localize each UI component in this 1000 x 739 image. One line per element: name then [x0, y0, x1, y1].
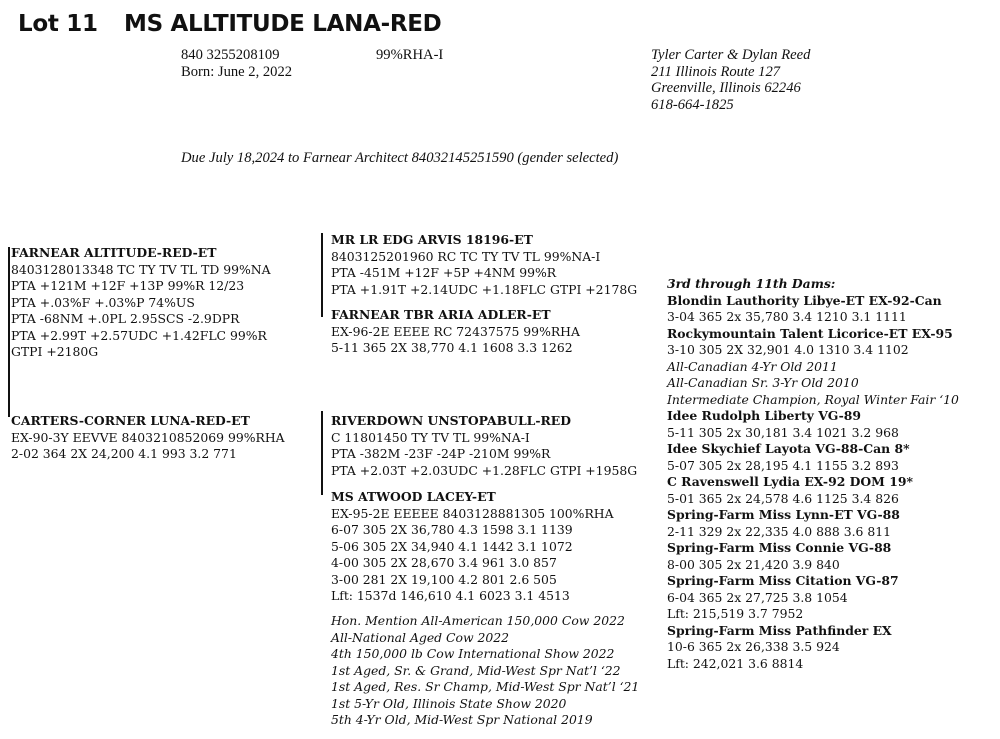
dam-entry-record: 3-04 365 2x 35,780 3.4 1210 3.1 1111	[667, 309, 907, 324]
sire-line: PTA +.03%F +.03%P 74%US	[11, 294, 195, 310]
dam-entry-lifetime: Lft: 242,021 3.6 8814	[667, 655, 804, 671]
dam-dam-name: MS ATWOOD LACEY-ET	[331, 489, 496, 504]
sire-sire-line: PTA +1.91T +2.14UDC +1.18FLC GTPI +2178G	[331, 281, 638, 297]
dam-sire-block	[331, 413, 637, 479]
dam-dam-block	[331, 489, 614, 605]
dam-entry-name: Spring-Farm Miss Lynn-ET VG-88	[667, 507, 900, 522]
honor-line: 1st Aged, Res. Sr Champ, Mid-West Spr Nat’l ‘21	[331, 679, 640, 694]
dam-entry-name: Idee Skychief Layota VG-88-Can 8*	[667, 441, 910, 456]
owner-city: Greenville, Illinois 62246	[651, 80, 801, 96]
dam-entry-lifetime: Lft: 215,519 3.7 7952	[667, 606, 804, 621]
dam-dam-lifetime: Lft: 1537d 146,610 4.1 6023 3.1 4513	[331, 588, 570, 603]
birth-date: Born: June 2, 2022	[181, 64, 293, 80]
sire-line: GTPI +2180G	[11, 344, 99, 359]
dam-entry-name: Rockymountain Talent Licorice-ET EX-95	[667, 325, 953, 341]
sire-sire-name: MR LR EDG ARVIS 18196-ET	[331, 232, 533, 247]
registration-number: 840 3255208109	[181, 47, 280, 63]
sire-line: 8403128013348 TC TY TV TL TD 99%NA	[11, 261, 271, 277]
rha-percentage: 99%RHA-I	[376, 47, 444, 63]
sire-line: PTA +121M +12F +13P 99%R 12/23	[11, 278, 245, 293]
dam-entry-name: Spring-Farm Miss Connie VG-88	[667, 540, 892, 555]
dam-entry-record: 5-01 365 2x 24,578 4.6 1125 3.4 826	[667, 490, 899, 506]
honor-line: All-National Aged Cow 2022	[331, 629, 510, 645]
dam-entry-record: 10-6 365 2x 26,338 3.5 924	[667, 639, 840, 654]
owner-street: 211 Illinois Route 127	[651, 63, 781, 80]
dam-entry-record: 2-11 329 2x 22,335 4.0 888 3.6 811	[667, 523, 891, 539]
dam-dam-line: 3-00 281 2X 19,100 4.2 801 2.6 505	[331, 571, 557, 587]
dams-heading: 3rd through 11th Dams:	[667, 276, 836, 291]
dam-entry-note: All-Canadian Sr. 3-Yr Old 2010	[667, 375, 859, 390]
dam-entry-note: All-Canadian 4-Yr Old 2011	[667, 358, 838, 374]
dam-sire-line: C 11801450 TY TV TL 99%NA-I	[331, 429, 530, 445]
dam-dam-line: 4-00 305 2X 28,670 3.4 961 3.0 857	[331, 555, 557, 570]
sire-side-bracket	[321, 233, 323, 317]
sire-dam-bracket	[8, 247, 10, 417]
dam-sire-line: PTA -382M -23F -24P -210M 99%R	[331, 446, 551, 461]
honor-line: 4th 150,000 lb Cow International Show 2022	[331, 646, 615, 661]
owner-block	[651, 47, 810, 113]
dam-entry-name: Spring-Farm Miss Citation VG-87	[667, 573, 899, 588]
maternal-dams-block	[667, 276, 959, 672]
honor-line: 5th 4-Yr Old, Mid-West Spr National 2019	[331, 712, 593, 727]
owner-phone: 618-664-1825	[651, 96, 734, 113]
honor-line: 1st Aged, Sr. & Grand, Mid-West Spr Nat’l ‘22	[331, 662, 621, 678]
dam-sire-name: RIVERDOWN UNSTOPABULL-RED	[331, 413, 571, 428]
dam-dam-honors	[331, 613, 639, 729]
dam-dam-line: 6-07 305 2X 36,780 4.3 1598 3.1 1139	[331, 522, 573, 537]
honor-line: 1st 5-Yr Old, Illinois State Show 2020	[331, 695, 567, 711]
sire-line: PTA +2.99T +2.57UDC +1.42FLC 99%R	[11, 327, 267, 343]
sire-dam-block	[331, 307, 580, 357]
sire-line: PTA -68NM +.0PL 2.95SCS -2.9DPR	[11, 311, 240, 326]
sire-dam-line: EX-96-2E EEEE RC 72437575 99%RHA	[331, 323, 580, 339]
sire-sire-line: PTA -451M +12F +5P +4NM 99%R	[331, 265, 557, 280]
sire-name: FARNEAR ALTITUDE-RED-ET	[11, 245, 217, 260]
sire-sire-block	[331, 232, 637, 298]
animal-name: MS ALLTITUDE LANA-RED	[124, 11, 442, 37]
sire-block	[11, 245, 271, 361]
due-date: Due July 18,2024 to Farnear Architect 84032145251590 (gender selected)	[181, 150, 619, 166]
dam-entry-name: Idee Rudolph Liberty VG-89	[667, 408, 862, 423]
dam-entry-record: 3-10 305 2X 32,901 4.0 1310 3.4 1102	[667, 342, 909, 357]
sire-dam-line: 5-11 365 2X 38,770 4.1 1608 3.3 1262	[331, 340, 573, 355]
sire-dam-name: FARNEAR TBR ARIA ADLER-ET	[331, 307, 551, 322]
dam-entry-record: 6-04 365 2x 27,725 3.8 1054	[667, 589, 848, 605]
lot-number: Lot 11	[18, 11, 98, 37]
sire-sire-line: 8403125201960 RC TC TY TV TL 99%NA-I	[331, 248, 601, 264]
dam-entry-name: C Ravenswell Lydia EX-92 DOM 19*	[667, 474, 913, 489]
dam-name: CARTERS-CORNER LUNA-RED-ET	[11, 413, 250, 428]
dam-line: 2-02 364 2X 24,200 4.1 993 3.2 771	[11, 446, 237, 461]
honor-line: Hon. Mention All-American 150,000 Cow 2022	[331, 613, 625, 628]
dam-entry-note: Intermediate Champion, Royal Winter Fair ‘10	[667, 391, 959, 407]
dam-dam-line: 5-06 305 2X 34,940 4.1 1442 3.1 1072	[331, 538, 573, 554]
dam-block	[11, 413, 285, 463]
owner-name: Tyler Carter & Dylan Reed	[651, 47, 811, 63]
dam-entry-record: 8-00 305 2x 21,420 3.9 840	[667, 556, 840, 572]
dam-sire-line: PTA +2.03T +2.03UDC +1.28FLC GTPI +1958G	[331, 462, 638, 478]
dam-dam-line: EX-95-2E EEEEE 8403128881305 100%RHA	[331, 505, 614, 521]
dam-entry-record: 5-11 305 2x 30,181 3.4 1021 3.2 968	[667, 424, 899, 440]
dam-entry-record: 5-07 305 2x 28,195 4.1 1155 3.2 893	[667, 457, 899, 473]
dam-entry-name: Spring-Farm Miss Pathfinder EX	[667, 622, 892, 638]
dam-line: EX-90-3Y EEVVE 8403210852069 99%RHA	[11, 429, 285, 445]
dam-entry-name: Blondin Lauthority Libye-ET EX-92-Can	[667, 292, 942, 308]
dam-side-bracket	[321, 411, 323, 495]
